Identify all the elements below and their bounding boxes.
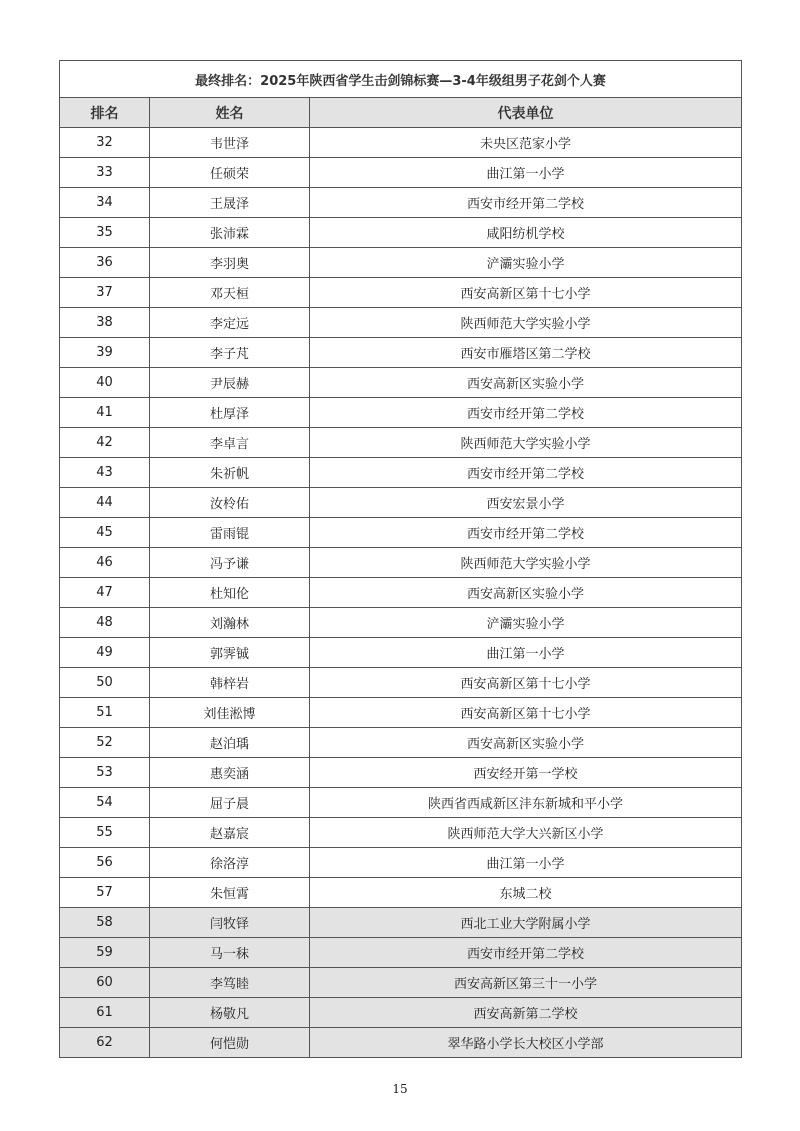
name-cell: 马一秣 [150, 938, 310, 968]
rank-cell: 35 [60, 218, 150, 248]
unit-cell: 西安高新区实验小学 [310, 368, 742, 398]
unit-cell: 曲江第一小学 [310, 638, 742, 668]
rank-cell: 32 [60, 128, 150, 158]
rank-cell: 51 [60, 698, 150, 728]
unit-cell: 西安高新区实验小学 [310, 578, 742, 608]
rank-cell: 61 [60, 998, 150, 1028]
table-row [60, 308, 742, 338]
name-cell: 杜知伦 [150, 578, 310, 608]
name-cell: 韦世泽 [150, 128, 310, 158]
rank-cell: 48 [60, 608, 150, 638]
rank-cell: 62 [60, 1028, 150, 1058]
table-row [60, 158, 742, 188]
unit-cell: 西北工业大学附属小学 [310, 908, 742, 938]
name-cell: 李子芃 [150, 338, 310, 368]
rank-cell: 60 [60, 968, 150, 998]
unit-cell: 西安市经开第二学校 [310, 518, 742, 548]
name-cell: 汝柃佑 [150, 488, 310, 518]
table-row [60, 578, 742, 608]
rank-cell: 33 [60, 158, 150, 188]
page-number: 15 [392, 1082, 408, 1096]
name-cell: 惠奕涵 [150, 758, 310, 788]
name-cell: 刘瀚林 [150, 608, 310, 638]
rank-cell: 59 [60, 938, 150, 968]
unit-cell: 浐灞实验小学 [310, 248, 742, 278]
table-row [60, 518, 742, 548]
rank-cell: 52 [60, 728, 150, 758]
table-row [60, 668, 742, 698]
table-row [60, 218, 742, 248]
unit-cell: 曲江第一小学 [310, 158, 742, 188]
unit-cell: 西安市经开第二学校 [310, 938, 742, 968]
table-row [60, 398, 742, 428]
name-cell: 徐洛淳 [150, 848, 310, 878]
table-row [60, 998, 742, 1028]
rank-cell: 44 [60, 488, 150, 518]
unit-cell: 西安高新区实验小学 [310, 728, 742, 758]
rank-cell: 53 [60, 758, 150, 788]
unit-cell: 西安市经开第二学校 [310, 188, 742, 218]
unit-cell: 西安市经开第二学校 [310, 398, 742, 428]
table-row [60, 338, 742, 368]
table-row [60, 638, 742, 668]
rank-cell: 42 [60, 428, 150, 458]
unit-cell: 西安高新区第十七小学 [310, 278, 742, 308]
name-cell: 张沛霖 [150, 218, 310, 248]
header-rank: 排名 [60, 98, 150, 128]
rank-cell: 43 [60, 458, 150, 488]
name-cell: 朱祈帆 [150, 458, 310, 488]
rank-cell: 56 [60, 848, 150, 878]
name-cell: 李羽奥 [150, 248, 310, 278]
rank-cell: 40 [60, 368, 150, 398]
table-row [60, 938, 742, 968]
unit-cell: 翠华路小学长大校区小学部 [310, 1028, 742, 1058]
unit-cell: 西安高新区第三十一小学 [310, 968, 742, 998]
unit-cell: 西安经开第一学校 [310, 758, 742, 788]
rank-cell: 58 [60, 908, 150, 938]
rank-cell: 41 [60, 398, 150, 428]
unit-cell: 陕西师范大学大兴新区小学 [310, 818, 742, 848]
table-row [60, 968, 742, 998]
name-cell: 任硕荣 [150, 158, 310, 188]
rank-cell: 47 [60, 578, 150, 608]
name-cell: 雷雨锟 [150, 518, 310, 548]
rank-cell: 45 [60, 518, 150, 548]
name-cell: 屈子晨 [150, 788, 310, 818]
unit-cell: 陕西师范大学实验小学 [310, 428, 742, 458]
unit-cell: 西安高新第二学校 [310, 998, 742, 1028]
name-cell: 尹辰赫 [150, 368, 310, 398]
name-cell: 韩梓岩 [150, 668, 310, 698]
rank-cell: 39 [60, 338, 150, 368]
table-row [60, 908, 742, 938]
rank-cell: 34 [60, 188, 150, 218]
rank-cell: 57 [60, 878, 150, 908]
unit-cell: 曲江第一小学 [310, 848, 742, 878]
rank-cell: 37 [60, 278, 150, 308]
unit-cell: 陕西师范大学实验小学 [310, 548, 742, 578]
unit-cell: 西安高新区第十七小学 [310, 698, 742, 728]
rank-cell: 54 [60, 788, 150, 818]
table-row [60, 878, 742, 908]
unit-cell: 陕西省西咸新区沣东新城和平小学 [310, 788, 742, 818]
table-row [60, 278, 742, 308]
unit-cell: 浐灞实验小学 [310, 608, 742, 638]
name-cell: 李卓言 [150, 428, 310, 458]
table-row [60, 488, 742, 518]
table-row [60, 608, 742, 638]
table-row [60, 428, 742, 458]
name-cell: 冯予谦 [150, 548, 310, 578]
name-cell: 何恺勋 [150, 1028, 310, 1058]
header-row [60, 98, 742, 128]
table-row [60, 248, 742, 278]
unit-cell: 西安市雁塔区第二学校 [310, 338, 742, 368]
name-cell: 邓天桓 [150, 278, 310, 308]
ranking-table [59, 60, 742, 1058]
table-row [60, 698, 742, 728]
name-cell: 朱恒霄 [150, 878, 310, 908]
unit-cell: 西安市经开第二学校 [310, 458, 742, 488]
table-row [60, 788, 742, 818]
table-row [60, 1028, 742, 1058]
table-row [60, 728, 742, 758]
table-row [60, 848, 742, 878]
table-row [60, 368, 742, 398]
table-row [60, 548, 742, 578]
name-cell: 赵泊瑀 [150, 728, 310, 758]
table-row [60, 188, 742, 218]
name-cell: 王晟泽 [150, 188, 310, 218]
name-cell: 刘佳淞博 [150, 698, 310, 728]
name-cell: 郭霁铖 [150, 638, 310, 668]
name-cell: 李笃睦 [150, 968, 310, 998]
unit-cell: 东城二校 [310, 878, 742, 908]
name-cell: 杨敬凡 [150, 998, 310, 1028]
unit-cell: 陕西师范大学实验小学 [310, 308, 742, 338]
name-cell: 闫牧铎 [150, 908, 310, 938]
unit-cell: 西安高新区第十七小学 [310, 668, 742, 698]
rank-cell: 55 [60, 818, 150, 848]
rank-cell: 49 [60, 638, 150, 668]
name-cell: 赵嘉宸 [150, 818, 310, 848]
table-row [60, 128, 742, 158]
table-row [60, 458, 742, 488]
table-row [60, 818, 742, 848]
name-cell: 李定远 [150, 308, 310, 338]
rank-cell: 46 [60, 548, 150, 578]
rank-cell: 50 [60, 668, 150, 698]
header-unit: 代表单位 [310, 98, 742, 128]
header-name: 姓名 [150, 98, 310, 128]
rank-cell: 36 [60, 248, 150, 278]
unit-cell: 咸阳纺机学校 [310, 218, 742, 248]
rank-cell: 38 [60, 308, 150, 338]
table-title: 最终排名：2025年陕西省学生击剑锦标赛—3-4年级组男子花剑个人赛 [60, 61, 742, 98]
table-row [60, 758, 742, 788]
name-cell: 杜厚泽 [150, 398, 310, 428]
unit-cell: 未央区范家小学 [310, 128, 742, 158]
unit-cell: 西安宏景小学 [310, 488, 742, 518]
